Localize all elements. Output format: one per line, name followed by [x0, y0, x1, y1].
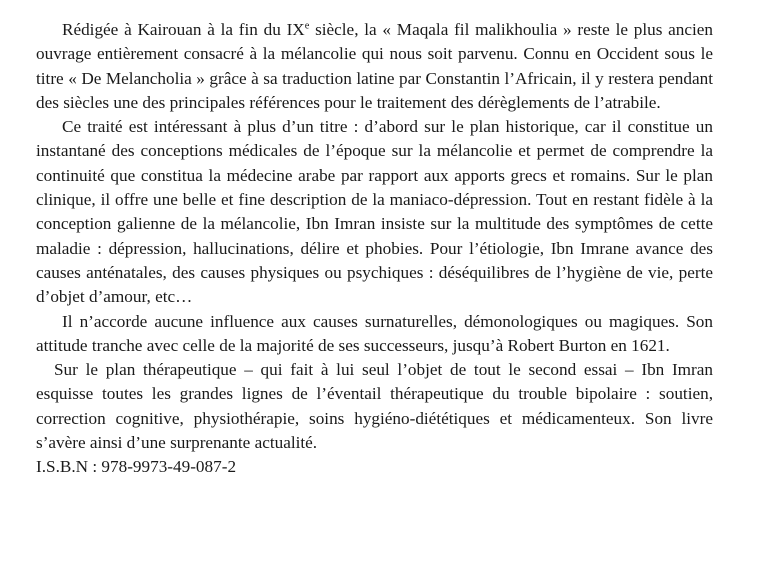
paragraph-therapeutics: Sur le plan thérapeutique – qui fait à lui seul l’objet de tout le second essai – Ibn Imran esquisse toutes les grandes lignes de l’éventail thérapeutique du trouble bipolaire : soutien, correction cognitive, physiothérapie, soins hygiéno-diététiques et médicamenteux. Son livre s’avère ainsi d’une surprenante actualité.: [36, 360, 713, 453]
isbn-line: I.S.B.N : 978-9973-49-087-2: [36, 457, 237, 477]
century-superscript: e: [304, 20, 310, 32]
paragraph-intro: Rédigée à Kairouan à la fin du IXe siècle, la « Maqala fil malikhoulia » reste le plus ancien ouvrage entièrement consacré à la mélancolie qui nous soit parvenu. Connu en Occident sous le titre « De Melancholia » grâce à sa traduction latine par Constantin l’Africain, il y restera pendant des siècles une des principales références pour le traitement des dérèglements de l’atrabile.: [36, 20, 714, 112]
paragraph-supernatural: Il n’accorde aucune influence aux causes surnaturelles, démonologiques ou magiques. Son attitude tranche avec celle de la majorité de ses successeurs, jusqu’à Robert Burton en 1621.: [36, 311, 713, 355]
document-page: [36, 18, 713, 480]
paragraph-treatise: Ce traité est intéressant à plus d’un titre : d’abord sur le plan historique, car il constitue un instantané des conceptions médicales de l’époque sur la mélancolie et permet de comprendre la continuité que constitua la médecine arabe par rapport aux apports grecs et romains. Sur le plan clinique, il offre une belle et fine description de la maniaco-dépression. Tout en restant fidèle à la conception galienne de la mélancolie, Ibn Imran insiste sur la multitude des symptômes de cette maladie : dépression, hallucinations, délire et phobies. Pour l’étiologie, Ibn Imrane avance des causes anténatales, des causes physiques ou psychiques : déséquilibres de l’hygiène de vie, perte d’objet d’amour, etc…: [36, 117, 713, 307]
